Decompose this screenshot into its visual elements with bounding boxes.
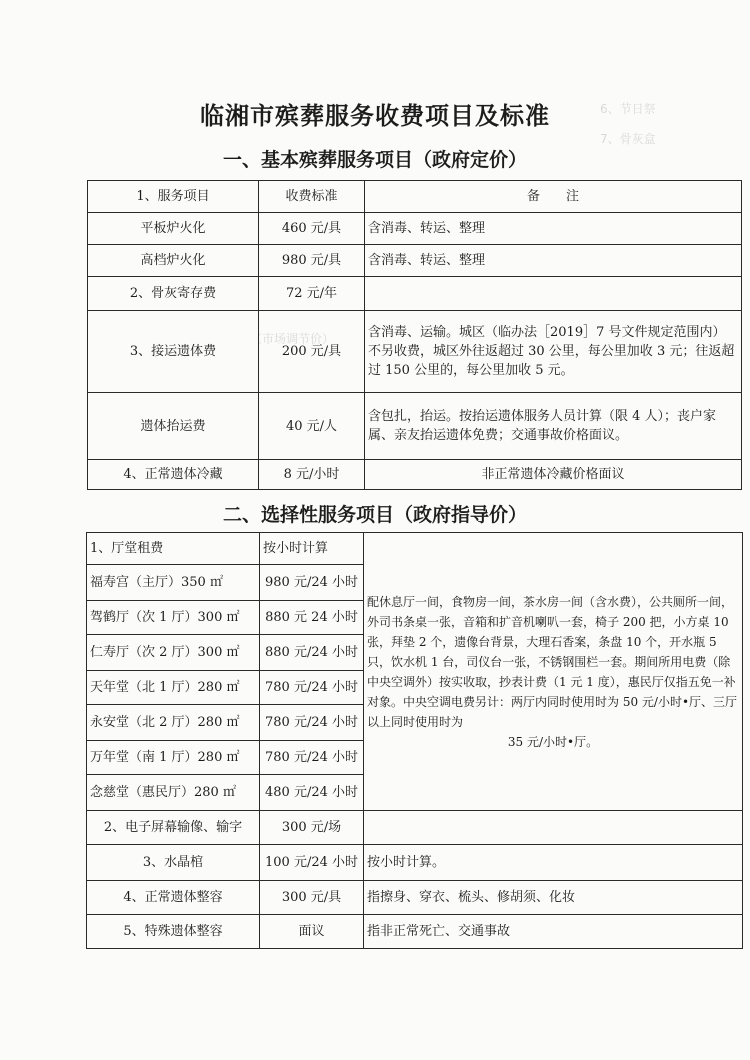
table-row-fee: 300 元/具: [260, 881, 364, 915]
table-row-fee: 72 元/年: [259, 277, 365, 311]
section1-heading: 一、基本殡葬服务项目（政府定价）: [222, 149, 527, 171]
table-row-note: [365, 277, 742, 311]
table-row-item: 天年堂（北 1 厅）280 ㎡: [87, 671, 260, 705]
header-note: 备 注: [365, 181, 742, 213]
section2-heading: 二、选择性服务项目（政府指导价）: [222, 504, 527, 526]
table-row-fee: 8 元/小时: [259, 460, 365, 490]
table-row-fee: 780 元/24 小时: [260, 671, 364, 705]
table-row-item: 永安堂（北 2 厅）280 ㎡: [87, 705, 260, 741]
show-through-text: 7、骨灰盒: [600, 132, 656, 146]
table-row-item: 念慈堂（惠民厅）280 ㎡: [87, 775, 260, 811]
table-row-item: 4、正常遗体冷藏: [88, 460, 259, 490]
table-row-item: 福寿宫（主厅）350 ㎡: [87, 565, 260, 601]
table-row-item: 遗体抬运费: [88, 393, 259, 460]
optional-services-table: [86, 532, 743, 949]
table-row-fee: 780 元/24 小时: [260, 741, 364, 775]
table-row-item: 2、电子屏幕输像、输字: [87, 811, 260, 845]
table-row-fee: 200 元/具: [259, 311, 365, 393]
table-row-fee: 460 元/具: [259, 213, 365, 245]
table-row-item: 平板炉火化: [88, 213, 259, 245]
table-row-fee: 980 元/24 小时: [260, 565, 364, 601]
table-row-note: 指擦身、穿衣、梳头、修胡须、化妆: [364, 881, 743, 915]
table-row-note: 含消毒、转运、整理: [365, 245, 742, 277]
page-title: 临湘市殡葬服务收费项目及标准: [200, 102, 550, 130]
table-row-note: 指非正常死亡、交通事故: [364, 915, 743, 949]
table-row-fee: 100 元/24 小时: [260, 845, 364, 881]
table-row-note: 含包扎，抬运。按抬运遗体服务人员计算（限 4 人）；丧户家属、亲友抬运遗体免费；交通事故价格面议。: [365, 393, 742, 460]
table-row-item: 万年堂（南 1 厅）280 ㎡: [87, 741, 260, 775]
table-row-fee: 880 元 24 小时: [260, 601, 364, 635]
table-row-note: 非正常遗体冷藏价格面议: [365, 460, 742, 490]
table-row-fee: 300 元/场: [260, 811, 364, 845]
show-through-text: 6、节日祭: [600, 102, 656, 116]
table-row-item: 仁寿厅（次 2 厅）300 ㎡: [87, 635, 260, 671]
table-row-fee: 780 元/24 小时: [260, 705, 364, 741]
hall-note-end: 35 元/小时•厅。: [507, 734, 599, 749]
table-row-item: 5、特殊遗体整容: [87, 915, 260, 949]
table-row-fee: 480 元/24 小时: [260, 775, 364, 811]
table-row-item: 3、水晶棺: [87, 845, 260, 881]
hall-header-item: 1、厅堂租费: [87, 533, 260, 565]
table-row-fee: 40 元/人: [259, 393, 365, 460]
hall-note-text: 配休息厅一间，食物房一间，茶水房一间（含水费），公共厕所一间，外司书条桌一张，音箱和扩音机喇叭一套，椅子 200 把，小方桌 10 张，拜垫 2 个，遗像台背景，大理石香案，条盘 10 个，开水瓶 5 只，饮水机 1 台，司仪台一张，不锈钢围栏一套。期间所用电费（除中央空调外）按实收取，抄表计费（1 元 1 度），惠民厅仅指五免一补对象。中央空调电费另计：两厅内同时使用时为 50 元/小时•厅、三厅以上同时使用时为: [367, 594, 738, 729]
table-row-fee: 880 元/24 小时: [260, 635, 364, 671]
table-row-item: 3、接运遗体费: [88, 311, 259, 393]
table-row-note: 含消毒、转运、整理: [365, 213, 742, 245]
table-row-item: 驾鹤厅（次 1 厅）300 ㎡: [87, 601, 260, 635]
table-row-fee: 面议: [260, 915, 364, 949]
table-row-item: 2、骨灰寄存费: [88, 277, 259, 311]
hall-note: [364, 533, 743, 811]
table-row-item: 高档炉火化: [88, 245, 259, 277]
table-row-item: 4、正常遗体整容: [87, 881, 260, 915]
basic-services-table: [87, 180, 742, 490]
header-fee: 收费标准: [259, 181, 365, 213]
table-row-note: 含消毒、运输。城区（临办法［2019］7 号文件规定范围内）不另收费，城区外往返超过 30 公里，每公里加收 3 元；往返超过 150 公里的，每公里加收 5 元。: [365, 311, 742, 393]
header-item: 1、服务项目: [88, 181, 259, 213]
table-row-note: 按小时计算。: [364, 845, 743, 881]
table-row-note: [364, 811, 743, 845]
table-row-fee: 980 元/具: [259, 245, 365, 277]
show-through-text: （市场调节价）: [250, 332, 335, 346]
hall-header-fee: 按小时计算: [260, 533, 364, 565]
